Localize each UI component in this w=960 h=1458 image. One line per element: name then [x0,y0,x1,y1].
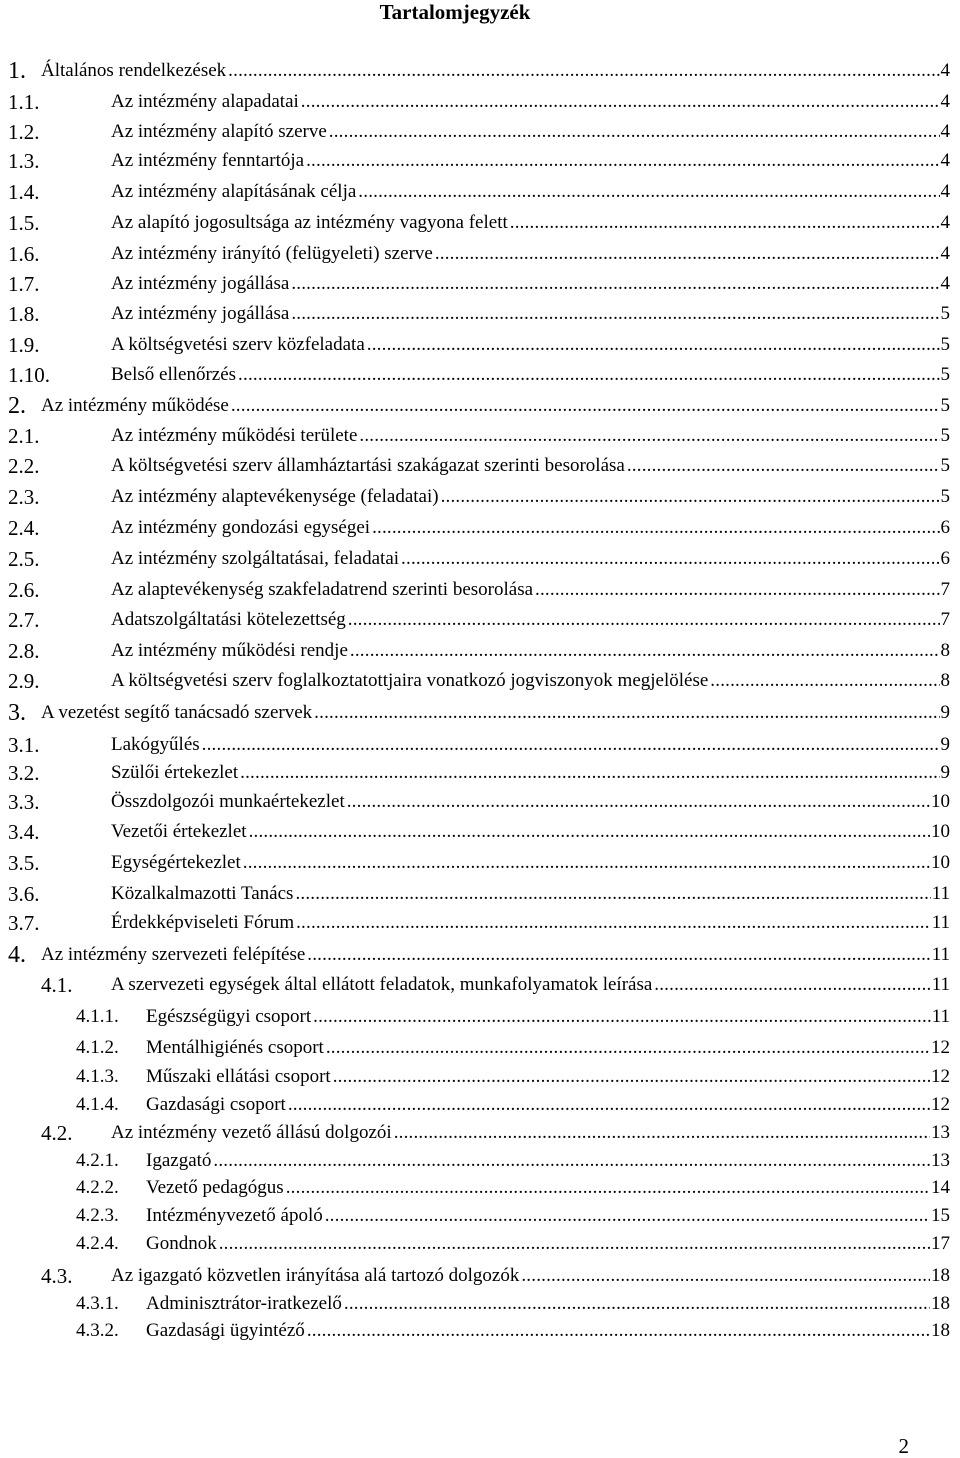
toc-entry-page: 4 [940,212,950,233]
toc-entry[interactable] [0,1290,960,1318]
toc-entry-number: 2.4. [8,516,40,540]
toc-entry-title: Általános rendelkezések [41,60,227,81]
toc-entry-page: 15 [931,1205,950,1226]
toc-entry-title: Egészségügyi csoport [146,1006,312,1027]
toc-entry[interactable] [0,392,960,420]
toc-entry-number: 1.10. [8,363,50,387]
toc-entry-number: 4.1.1. [76,1006,119,1027]
toc-entry-number: 4.3. [41,1264,73,1288]
toc-entry-page: 10 [931,852,950,873]
toc-entry[interactable] [0,880,960,908]
toc-entry[interactable] [0,759,960,787]
toc-entry-number: 2.9. [8,669,40,693]
dot-leader [401,545,939,573]
dot-leader [326,1034,930,1062]
toc-entry[interactable] [0,667,960,695]
toc-entry-title: Az intézmény működési rendje [111,640,348,661]
toc-entry-number: 2.2. [8,454,40,478]
toc-entry-number: 2.6. [8,578,40,602]
toc-entry[interactable] [0,88,960,116]
toc-entry-title: Az igazgató közvetlen irányítása alá tartozó dolgozók [111,1265,520,1286]
toc-entry-title: Az intézmény vezető állású dolgozói [111,1122,392,1143]
toc-entry-number: 2.5. [8,547,40,571]
toc-entry-number: 1.8. [8,302,40,326]
toc-entry-title: Az intézmény alapító szerve [111,121,327,142]
toc-entry[interactable] [0,422,960,450]
toc-entry-number: 2.1. [8,424,40,448]
toc-entry-title: Egységértekezlet [111,852,241,873]
toc-entry[interactable] [0,57,960,85]
toc-entry-title: Szülői értekezlet [111,762,239,783]
toc-entry-number: 4.2. [41,1121,73,1145]
toc-entry-title: Lakógyűlés [111,734,200,755]
toc-entry-title: Gondnok [146,1233,217,1254]
dot-leader [307,1317,930,1345]
dot-leader [240,759,939,787]
toc-entry-title: Gazdasági csoport [146,1094,286,1115]
toc-entry-number: 3.5. [8,851,40,875]
toc-entry-page: 12 [931,1094,950,1115]
toc-entry[interactable] [0,699,960,727]
toc-entry-page: 9 [940,702,950,723]
toc-entry-number: 1.7. [8,272,40,296]
toc-entry-title: Az intézmény szervezeti felépítése [41,944,306,965]
toc-entry[interactable] [0,1230,960,1258]
toc-entry[interactable] [0,941,960,969]
toc-entry[interactable] [0,147,960,175]
dot-leader [394,1119,930,1147]
toc-entry-page: 5 [940,364,950,385]
dot-leader [627,452,940,480]
dot-leader [359,422,939,450]
toc-entry-title: Mentálhigiénés csoport [146,1037,324,1058]
toc-entry-number: 3.4. [8,820,40,844]
toc-entry-page: 11 [931,912,950,933]
toc-entry-number: 3.3. [8,790,40,814]
toc-entry[interactable] [0,1262,960,1290]
dot-leader [358,178,939,206]
dot-leader [243,849,930,877]
toc-entry[interactable] [0,240,960,268]
toc-entry-page: 6 [940,517,950,538]
dot-leader [231,392,940,420]
toc-entry-page: 9 [940,734,950,755]
toc-entry-number: 4.3.1. [76,1293,119,1314]
toc-entry-number: 3.1. [8,733,40,757]
dot-leader [654,971,930,999]
toc-entry-title: Az intézmény irányító (felügyeleti) szerve [111,243,433,264]
toc-entry-title: Intézményvezető ápoló [146,1205,323,1226]
dot-leader [307,941,930,969]
toc-entry-number: 4.2.2. [76,1177,119,1198]
dot-leader [435,240,940,268]
dot-leader [219,1230,930,1258]
toc-entry[interactable] [0,849,960,877]
dot-leader [710,667,939,695]
page-number: 2 [898,1434,909,1458]
toc-entry-title: Adatszolgáltatási kötelezettség [111,609,346,630]
toc-entry-number: 4.3.2. [76,1320,119,1341]
toc-entry[interactable] [0,483,960,511]
dot-leader [441,483,940,511]
toc-entry-page: 4 [940,181,950,202]
toc-entry-number: 1. [8,58,26,84]
toc-entry-page: 4 [940,60,950,81]
toc-entry-number: 1.2. [8,120,40,144]
toc-entry-number: 4.2.3. [76,1205,119,1226]
toc-entry-title: Az intézmény jogállása [111,273,290,294]
toc-entry-title: Gazdasági ügyintéző [146,1320,305,1341]
toc-entry[interactable] [0,270,960,298]
toc-entry-title: Az intézmény alapításának célja [111,181,357,202]
toc-entry-title: Az intézmény alapadatai [111,91,299,112]
toc-entry-title: Az alapító jogosultsága az intézmény vagyona felett [111,212,508,233]
toc-entry-page: 18 [931,1293,950,1314]
toc-entry[interactable] [0,118,960,146]
toc-entry-page: 4 [940,243,950,264]
toc-entry[interactable] [0,1091,960,1119]
toc-entry-number: 3. [8,700,26,726]
toc-entry[interactable] [0,300,960,328]
dot-leader [202,731,940,759]
toc-entry-title: Az intézmény szolgáltatásai, feladatai [111,548,400,569]
toc-entry-page: 5 [940,303,950,324]
dot-leader [296,909,931,937]
toc-entry-title: Az intézmény gondozási egységei [111,517,371,538]
toc-entry-title: Az intézmény alaptevékenysége (feladatai) [111,486,439,507]
dot-leader [510,209,940,237]
toc-entry-page: 5 [940,425,950,446]
dot-leader [350,637,940,665]
dot-leader [314,699,939,727]
toc-entry-number: 3.7. [8,911,40,935]
toc-entry-number: 2.3. [8,485,40,509]
toc-entry[interactable] [0,1202,960,1230]
toc-entry-page: 14 [931,1177,950,1198]
toc-entry-title: Az alaptevékenység szakfeladatrend szerinti besorolása [111,579,534,600]
dot-leader [367,331,940,359]
toc-entry-page: 13 [931,1122,950,1143]
toc-entry-title: A költségvetési szerv államháztartási szakágazat szerinti besorolása [111,455,625,476]
toc-entry-title: Érdekképviseleti Fórum [111,912,295,933]
toc-entry[interactable] [0,1174,960,1202]
toc-entry-number: 1.6. [8,242,40,266]
dot-leader [291,300,939,328]
toc-entry-title: Közalkalmazotti Tanács [111,883,294,904]
toc-entry-page: 10 [931,791,950,812]
dot-leader [288,1091,930,1119]
toc-entry-page: 4 [940,150,950,171]
toc-entry-page: 5 [940,395,950,416]
toc-entry-number: 1.9. [8,333,40,357]
toc-entry-number: 2. [8,393,26,419]
page-title: Tartalomjegyzék [379,0,531,24]
dot-leader [535,576,939,604]
toc-entry-page: 9 [940,762,950,783]
toc-entry-title: Az intézmény jogállása [111,303,290,324]
dot-leader [249,818,930,846]
dot-leader [344,1290,930,1318]
toc-entry-page: 11 [931,883,950,904]
toc-entry-number: 4. [8,942,26,968]
toc-entry[interactable] [0,514,960,542]
toc-entry[interactable] [0,731,960,759]
toc-entry-number: 4.1.3. [76,1066,119,1087]
toc-entry-page: 17 [931,1233,950,1254]
toc-entry[interactable] [0,576,960,604]
toc-entry-page: 18 [931,1320,950,1341]
toc-entry-page: 18 [931,1265,950,1286]
toc-entry-number: 4.1.4. [76,1094,119,1115]
toc-entry-page: 4 [940,121,950,142]
toc-entry-title: A költségvetési szerv közfeladata [111,334,365,355]
toc-entry-title: A vezetést segítő tanácsadó szervek [41,702,313,723]
toc-entry-title: Összdolgozói munkaértekezlet [111,791,345,812]
dot-leader [347,788,930,816]
dot-leader [325,1202,930,1230]
toc-entry-number: 2.7. [8,608,40,632]
toc-entry-number: 3.2. [8,761,40,785]
dot-leader [521,1262,930,1290]
dot-leader [348,606,940,634]
toc-entry-page: 11 [931,944,950,965]
toc-entry[interactable] [0,452,960,480]
toc-entry-page: 5 [940,486,950,507]
toc-entry-page: 6 [940,548,950,569]
toc-entry-number: 1.3. [8,149,40,173]
toc-entry-number: 4.1.2. [76,1037,119,1058]
toc-entry-number: 4.2.1. [76,1150,119,1171]
toc-entry-title: Igazgató [146,1150,212,1171]
toc-entry[interactable] [0,909,960,937]
toc-entry-number: 2.8. [8,639,40,663]
toc-entry-title: Az intézmény működése [41,395,229,416]
dot-leader [301,88,940,116]
dot-leader [372,514,939,542]
toc-entry[interactable] [0,361,960,389]
toc-entry[interactable] [0,178,960,206]
toc-entry-number: 1.4. [8,180,40,204]
toc-entry-title: Az intézmény működési területe [111,425,358,446]
toc-entry-page: 12 [931,1037,950,1058]
toc-entry-page: 5 [940,334,950,355]
toc-entry[interactable] [0,1063,960,1091]
toc-entry-page: 4 [940,273,950,294]
toc-entry[interactable] [0,788,960,816]
toc-entry-title: Az intézmény fenntartója [111,150,305,171]
toc-entry-number: 3.6. [8,882,40,906]
toc-entry-title: A szervezeti egységek által ellátott feladatok, munkafolyamatok leírása [111,974,653,995]
toc-entry[interactable] [0,1119,960,1147]
dot-leader [295,880,930,908]
toc-entry-page: 7 [940,609,950,630]
toc-entry[interactable] [0,637,960,665]
toc-entry[interactable] [0,971,960,999]
dot-leader [291,270,939,298]
toc-entry-page: 11 [931,1006,950,1027]
toc-entry[interactable] [0,331,960,359]
dot-leader [228,57,939,85]
toc-entry-page: 12 [931,1066,950,1087]
toc-entry-title: Belső ellenőrzés [111,364,237,385]
dot-leader [329,118,940,146]
toc-entry-title: Vezetői értekezlet [111,821,247,842]
toc-entry[interactable] [0,1317,960,1345]
toc-entry-page: 8 [940,640,950,661]
toc-entry-title: Vezető pedagógus [146,1177,284,1198]
dot-leader [286,1174,930,1202]
toc-entry-page: 7 [940,579,950,600]
toc-entry[interactable] [0,818,960,846]
toc-entry[interactable] [0,1003,960,1031]
dot-leader [238,361,939,389]
dot-leader [313,1003,931,1031]
toc-entry-number: 1.5. [8,211,40,235]
toc-entry-page: 13 [931,1150,950,1171]
toc-entry[interactable] [0,606,960,634]
toc-entry-title: Műszaki ellátási csoport [146,1066,331,1087]
toc-entry-title: A költségvetési szerv foglalkoztatottjaira vonatkozó jogviszonyok megjelölése [111,670,709,691]
dot-leader [213,1147,930,1175]
toc-entry-number: 1.1. [8,90,40,114]
toc-entry-title: Adminisztrátor-iratkezelő [146,1293,342,1314]
toc-entry[interactable] [0,1147,960,1175]
toc-entry-page: 5 [940,455,950,476]
toc-entry[interactable] [0,1034,960,1062]
toc-entry-page: 11 [931,974,950,995]
toc-entry[interactable] [0,209,960,237]
dot-leader [306,147,939,175]
toc-entry-number: 4.2.4. [76,1233,119,1254]
toc-entry[interactable] [0,545,960,573]
toc-entry-page: 8 [940,670,950,691]
toc-entry-page: 10 [931,821,950,842]
toc-entry-page: 4 [940,91,950,112]
dot-leader [333,1063,930,1091]
toc-entry-number: 4.1. [41,973,73,997]
